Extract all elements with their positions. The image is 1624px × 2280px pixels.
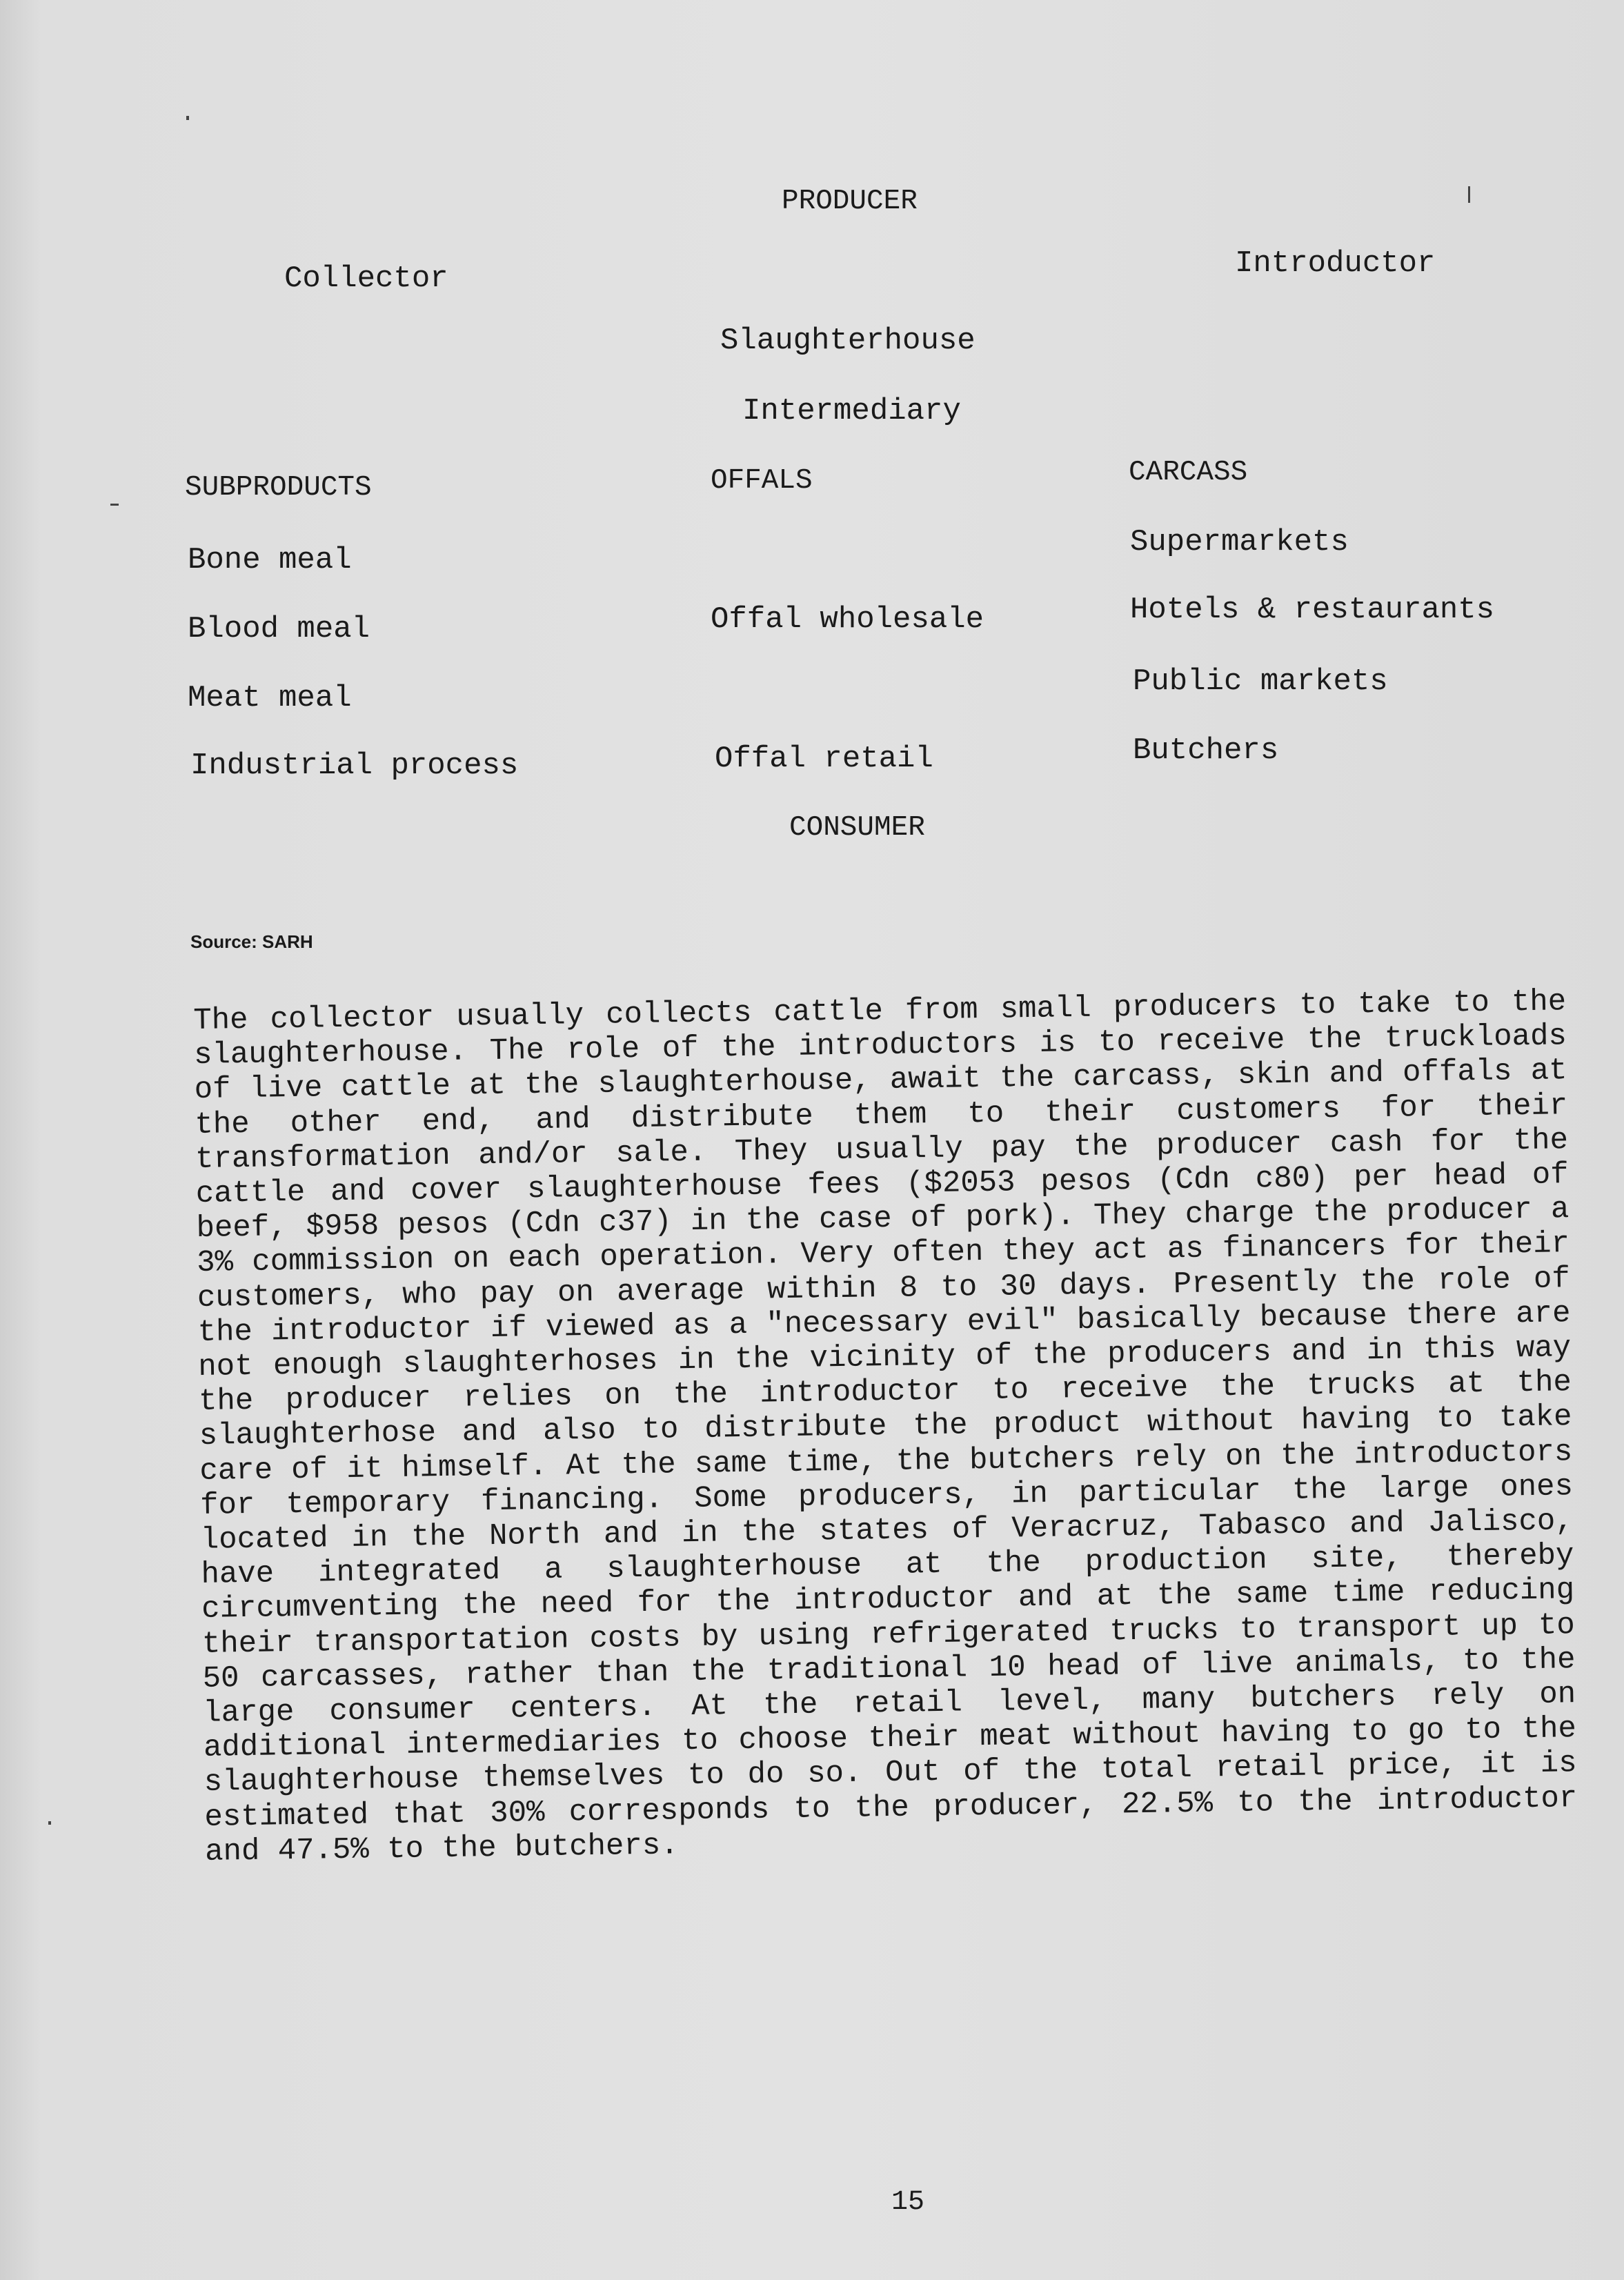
- carcass-item: Public markets: [1133, 664, 1388, 699]
- introductor-node: Introductor: [1235, 246, 1436, 281]
- subproducts-heading: SUBPRODUCTS: [185, 472, 372, 504]
- subproduct-item: Bone meal: [188, 543, 352, 577]
- scan-speck: [48, 1821, 51, 1825]
- scan-speck: [186, 116, 189, 120]
- collector-node: Collector: [284, 261, 448, 296]
- carcass-item: Butchers: [1133, 733, 1279, 768]
- scan-speck: [110, 504, 119, 506]
- distribution-chain-diagram: [0, 0, 1624, 966]
- carcass-item: Hotels & restaurants: [1130, 593, 1495, 627]
- carcass-heading: CARCASS: [1129, 457, 1248, 488]
- source-note: Source: SARH: [190, 931, 313, 952]
- subproduct-item: Meat meal: [188, 681, 352, 715]
- offals-heading: OFFALS: [711, 465, 813, 497]
- intermediary-node: Intermediary: [742, 394, 961, 428]
- subproduct-item: Industrial process: [190, 749, 519, 783]
- consumer-node: CONSUMER: [789, 812, 925, 844]
- offal-item: Offal wholesale: [711, 602, 984, 637]
- carcass-item: Supermarkets: [1130, 525, 1349, 559]
- offal-item: Offal retail: [715, 742, 933, 776]
- page-number: 15: [891, 2187, 925, 2218]
- subproduct-item: Blood meal: [188, 612, 370, 646]
- slaughterhouse-node: Slaughterhouse: [720, 324, 976, 358]
- producer-node: PRODUCER: [782, 186, 918, 217]
- scan-speck: [1468, 186, 1470, 203]
- body-paragraph: The collector usually collects cattle from small producers to take to the slaughterhouse. The role of the introductors is to receive the truckloads of live cattle at the slaughterhouse, await the carcass, skin and offals at the other end, and distribute them to their customers for their transformation and/or sale. They usually pay the producer cash for the cattle and cover slaughterhouse fees ($2053 pesos (Cdn c80) per head of beef, $958 pesos (Cdn c37) in the case of pork). They charge the producer a 3% commission on each operation. Very often they act as financers for their customers, who pay on average within 8 to 30 days. Presently the role of the introductor if viewed as a "necessary evil" basically because there are not enough slaughterhoses in the vicinity of the producers and in this way the producer relies on the introductor to receive the trucks at the slaughterhose and also to distribute the product without having to take care of it himself. At the same time, the butchers rely on the introductors for temporary financing. Some producers, in particular the large ones located in the North and in the states of Veracruz, Tabasco and Jalisco, have integrated a slaughterhouse at the production site, thereby circumventing the need for the introductor and at the same time reducing their transportation costs by using refrigerated trucks to transport up to 50 carcasses, rather than the traditional 10 head of live animals, to the large consumer centers. At the retail level, many butchers rely on additional intermediaries to choose their meat without having to go to the slaughterhouse themselves to do so. Out of the total retail price, it is estimated that 30% corresponds to the producer, 22.5% to the introductor and 47.5% to the butchers.: [193, 984, 1578, 1870]
